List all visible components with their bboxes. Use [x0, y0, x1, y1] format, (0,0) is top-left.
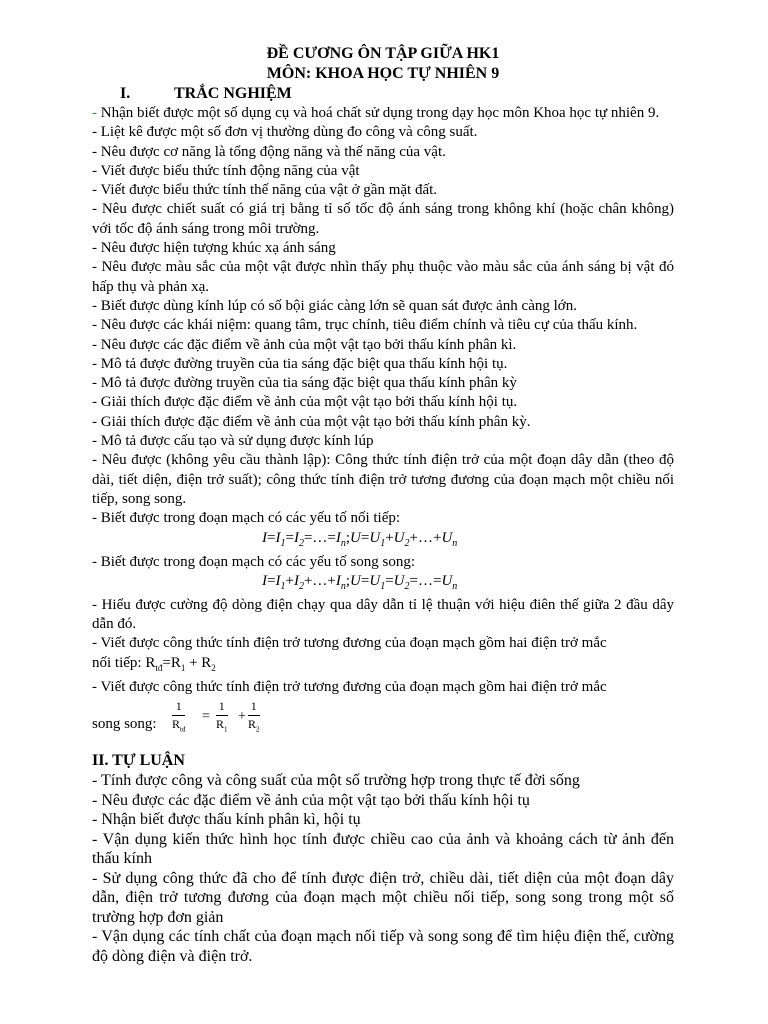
document-title-line1: ĐỀ CƯƠNG ÔN TẬP GIỮA HK1 — [266, 45, 500, 62]
series-circuit-text: - Biết được trong đoạn mạch có các yếu tố nối tiếp: — [92, 510, 401, 527]
fraction-rtd: 1 $R_{tđ}$ — [172, 699, 186, 734]
ohm-law-text: - Hiểu được cường độ dòng điện chạy qua dây dẫn tỉ lệ thuận với hiệu điên thế giữa 2 đầu dây dẫn đó. — [92, 596, 674, 633]
list-item: - Giải thích được đặc điểm về ảnh của một vật tạo bởi thấu kính hội tụ. — [92, 394, 518, 411]
fraction-r2: $\frac{1}{R_2}$ — [248, 699, 260, 734]
parallel-formula: $I=I_1+I_2+\dots+I_n;U=U_1=U_2=\dots=U_n$ — [262, 572, 458, 592]
parallel-resistance-text: - Viết được công thức tính điện trở tương đương của đoạn mạch gồm hai điện trở mắc — [92, 679, 607, 696]
list-item: - Giải thích được đặc điểm về ảnh của một vật tạo bởi thấu kính phân kỳ. — [92, 413, 531, 430]
list-item: - Viết được biểu thức tính động năng của vật — [92, 162, 360, 179]
list-item: - Mô tả được cấu tạo và sử dụng được kính lúp — [92, 433, 374, 450]
series-resistance-formula: nối tiếp: $R_{tđ}=R_1 + R_2$ — [92, 654, 216, 673]
list-item: - Liệt kê được một số đơn vị thường dùng đo công và công suất. — [92, 124, 478, 141]
list-item: - Vận dụng kiến thức hình học tính được chiều cao của ảnh và khoảng cách từ ảnh đến thấu kính — [92, 830, 674, 868]
first-item-dash: - — [92, 105, 97, 121]
series-formula: $I=I_1=I_2=\dots=I_n;U=U_1+U_2+\dots+U_n$ — [262, 529, 458, 549]
list-item: - Biết được dùng kính lúp có số bội giác càng lớn sẽ quan sát được ảnh càng lớn. — [92, 297, 577, 314]
list-item: - Nêu được các đặc điểm về ảnh của một vật tạo bởi thấu kính phân kì. — [92, 336, 517, 353]
section1-item-list — [92, 123, 674, 509]
parallel-label: song song: — [92, 716, 157, 733]
list-item: - Nêu được chiết suất có giá trị bằng tỉ số tốc độ ánh sáng trong không khí (hoặc chân không) với tốc độ ánh sáng trong môi trường. — [92, 201, 674, 237]
series-resistance-text: - Viết được công thức tính điện trở tương đương của đoạn mạch gồm hai điện trở mắc — [92, 635, 607, 652]
list-item: - Tính được công và công suất của một số trường hợp trong thực tế đời sống — [92, 772, 580, 790]
list-item: - Nhận biết được thấu kính phân kì, hội tụ — [92, 811, 361, 829]
section1-number: I. — [120, 85, 131, 102]
list-item: - Sử dụng công thức đã cho để tính được điện trở, chiều dài, tiết diện của một đoạn dây dẫn, điện trở tương đương của đoạn mạch một chiều nối tiếp, song song trong một số trường hợp đơn giản — [92, 869, 674, 926]
first-item-text: Nhận biết được một số dụng cụ và hoá chất sử dụng trong dạy học môn Khoa học tự nhiên 9. — [97, 105, 660, 121]
document-title-line2: MÔN: KHOA HỌC TỰ NHIÊN 9 — [266, 65, 500, 82]
section1-first-item — [92, 104, 674, 123]
list-item: - Nêu được (không yêu cầu thành lập): Công thức tính điện trở của một đoạn dây dẫn (theo độ dài, tiết diện, điện trở suất); công thức tính điện trở tương đương của đoạn mạch một chiều nối tiếp, song song. — [92, 452, 674, 507]
parallel-circuit-text: - Biết được trong đoạn mạch có các yếu tố song song: — [92, 553, 416, 570]
list-item: - Nêu được các đặc điểm về ảnh của một vật tạo bởi thấu kính hội tụ — [92, 791, 530, 809]
list-item: - Nêu được màu sắc của một vật được nhìn thấy phụ thuộc vào màu sắc của ánh sáng bị vật đó hấp thụ và phản xạ. — [92, 259, 674, 295]
list-item: - Nêu được các khái niệm: quang tâm, trục chính, tiêu điểm chính và tiêu cự của thấu kính. — [92, 317, 638, 334]
parallel-resistance-formula — [92, 699, 674, 737]
list-item: - Nêu được cơ năng là tổng động năng và thế năng của vật. — [92, 143, 446, 160]
section2-heading: II. TỰ LUẬN — [92, 752, 185, 770]
list-item: - Vận dụng các tính chất của đoạn mạch nối tiếp và song song để tìm hiệu điện thế, cường độ dòng điện và điện trở. — [92, 928, 674, 965]
equals-sign: = — [202, 709, 210, 725]
fraction-r1: $\frac{1}{R_1}$ — [216, 699, 228, 734]
list-item: - Mô tả được đường truyền của tia sáng đặc biệt qua thấu kính hội tụ. — [92, 355, 508, 372]
list-item: - Viết được biểu thức tính thế năng của vật ở gần mặt đất. — [92, 182, 438, 199]
section1-heading — [92, 84, 674, 104]
section1-title: TRẮC NGHIỆM — [174, 85, 292, 102]
plus-sign: + — [238, 709, 246, 725]
document-page — [92, 44, 674, 966]
list-item: - Nêu được hiện tượng khúc xạ ánh sáng — [92, 240, 336, 257]
list-item: - Mô tả được đường truyền của tia sáng đặc biệt qua thấu kính phân kỳ — [92, 375, 517, 392]
section2-item-list — [92, 771, 674, 966]
